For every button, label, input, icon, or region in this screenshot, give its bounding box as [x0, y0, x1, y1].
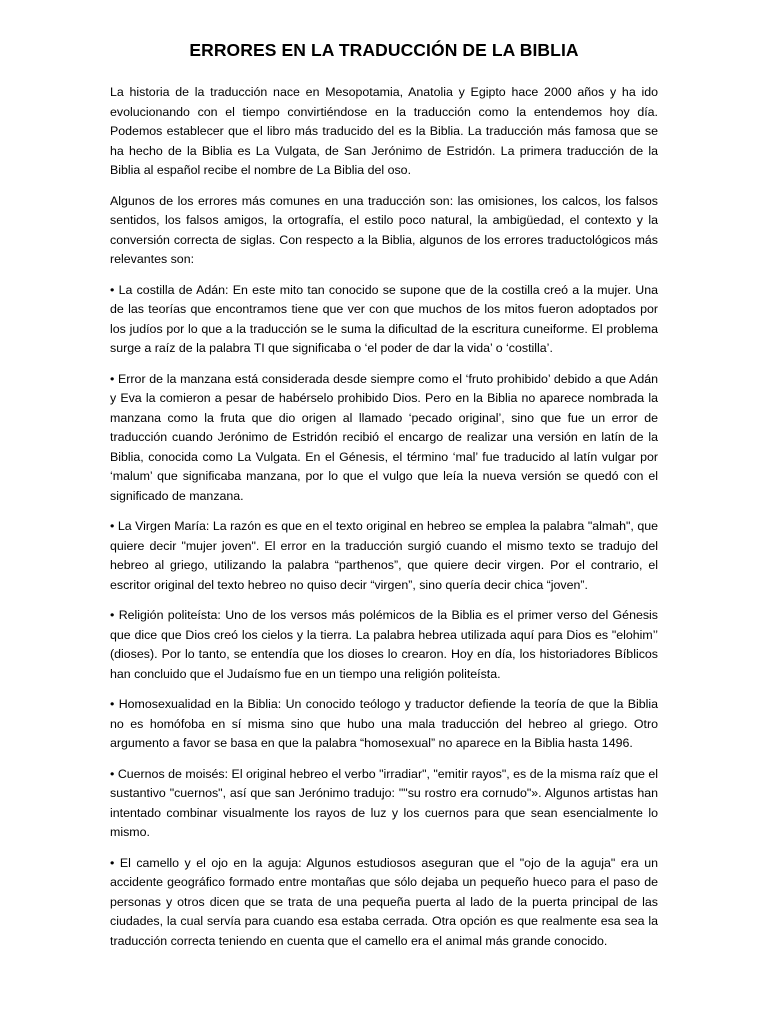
paragraph-costilla-adan: • La costilla de Adán: En este mito tan conocido se supone que de la costilla creó a la mujer. Una de las teorías que encontramos tiene que ver con que muchos de los mitos fueron adoptados por los judíos por lo que a la traducción se le suma la dificultad de la escritura cuneiforme. El problema surge a raíz de la palabra TI que significaba o ‘el poder de dar la vida’ o ‘costilla’.	[110, 282, 658, 355]
paragraph-intro: La historia de la traducción nace en Mesopotamia, Anatolia y Egipto hace 2000 años y ha ido evolucionando con el tiempo convirtiéndose en la traducción como la entendemos hoy día. Podemos establecer que el libro más traducido del es la Biblia. La traducción más famosa que se ha hecho de la Biblia es La Vulgata, de San Jerónimo de Estridón. La primera traducción de la Biblia al español recibe el nombre de La Biblia del oso.	[110, 85, 658, 177]
document-title: ERRORES EN LA TRADUCCIÓN DE LA BIBLIA	[189, 40, 579, 60]
paragraph-cuernos-moises: • Cuernos de moisés: El original hebreo el verbo "irradiar", "emitir rayos", es de la misma raíz que el sustantivo "cuernos", así que san Jerónimo tradujo: ""su rostro era cornudo"». Algunos artistas han intentado combinar visualmente los rayos de luz y los cuernos para que sean esencialmente lo mismo.	[110, 766, 658, 839]
paragraph-manzana: • Error de la manzana está considerada desde siempre como el ‘fruto prohibido’ debido a que Adán y Eva la comieron a pesar de habérselo prohibido Dios. Pero en la Biblia no aparece nombrada la manzana como la fruta que dio origen al llamado ‘pecado original’, sino que fue un error de traducción cuando Jerónimo de Estridón recibió el encargo de realizar una versión en latín de la Biblia, conocida como La Vulgata. En el Génesis, el término ‘mal’ fue traducido al latín vulgar por ‘malum’ que significaba manzana, por lo que el vulgo que leía la nueva versión se quedó con el significado de manzana.	[110, 371, 658, 503]
paragraph-camello-aguja: • El camello y el ojo en la aguja: Algunos estudiosos aseguran que el "ojo de la aguja" era un accidente geográfico formado entre montañas que sólo dejaba un pequeño hueco para el paso de personas y otros dicen que se trata de una pequeña puerta al lado de la puerta principal de las ciudades, la cual servía para cuando esa estaba cerrada. Otra opción es que realmente esa sea la traducción correcta teniendo en cuenta que el camello era el animal más grande conocido.	[110, 855, 658, 948]
paragraph-homosexualidad: • Homosexualidad en la Biblia: Un conocido teólogo y traductor defiende la teoría de que la Biblia no es homófoba en sí misma sino que hubo una mala traducción del hebreo al griego. Otro argumento a favor se basa en que la palabra “homosexual” no aparece en la Biblia hasta 1496.	[110, 697, 658, 750]
document-page	[110, 40, 658, 962]
paragraph-virgen-maria: • La Virgen María: La razón es que en el texto original en hebreo se emplea la palabra "almah", que quiere decir "mujer joven". El error en la traducción surgió cuando el mismo texto se tradujo del hebreo al griego, utilizando la palabra “parthenos”, que quiere decir virgen. Por el contrario, el escritor original del texto hebreo no quiso decir “virgen”, sino quería decir chica “joven”.	[110, 519, 658, 592]
paragraph-religion-politeista: • Religión politeísta: Uno de los versos más polémicos de la Biblia es el primer verso del Génesis que dice que Dios creó los cielos y la tierra. La palabra hebrea utilizada aquí para Dios es "elohim’’ (dioses). Por lo tanto, se entendía que los dioses lo crearon. Hoy en día, los historiadores Bíblicos han concluido que el Judaísmo fue en un tiempo una religión politeísta.	[110, 608, 658, 681]
paragraph-common-errors: Algunos de los errores más comunes en una traducción son: las omisiones, los calcos, los falsos sentidos, los falsos amigos, la ortografía, el estilo poco natural, la ambigüedad, el contexto y la conversión correcta de siglas. Con respecto a la Biblia, algunos de los errores traductológicos más relevantes son:	[110, 193, 658, 266]
